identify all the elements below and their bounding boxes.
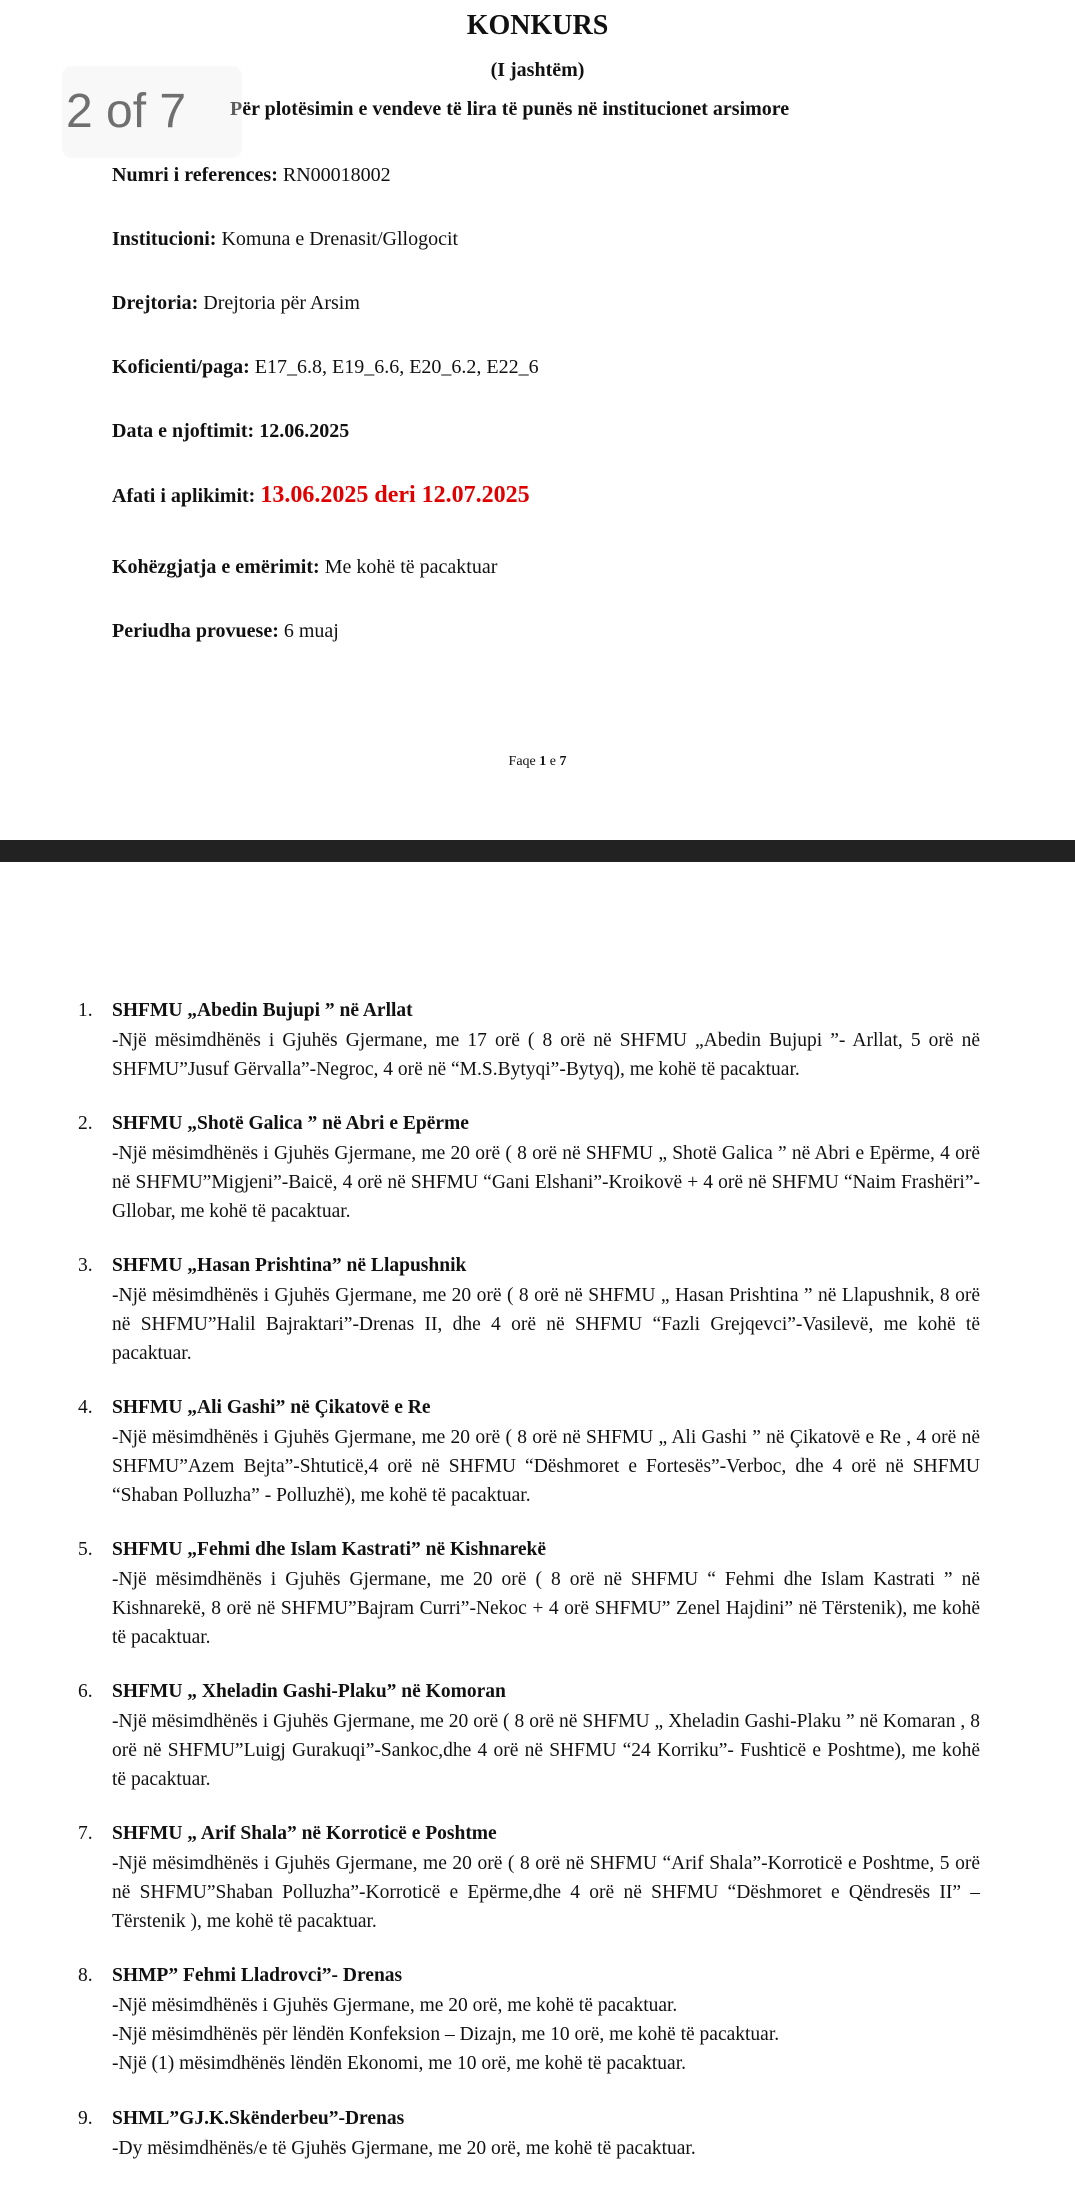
field-label: Data e njoftimit: — [112, 420, 255, 442]
field-label: Institucioni: — [112, 228, 217, 250]
list-item — [78, 1535, 980, 1652]
list-item — [78, 1393, 980, 1510]
item-line: -Një mësimdhënës i Gjuhës Gjermane, me 20 orë ( 8 orë në SHFMU “Arif Shala”-Korroticë e Poshtme, 5 orë në SHFMU”Shaban Polluzha”-Korroticë e Epërme,dhe 4 orë në SHFMU “Dëshmoret e Qëndresës II” – Tërstenik ), me kohë të pacaktuar. — [112, 1853, 980, 1932]
list-item — [78, 1961, 980, 2078]
field-label: Koficienti/paga: — [112, 356, 250, 378]
document-subtitle: (I jashtëm) — [490, 59, 585, 81]
item-line: -Një mësimdhënës i Gjuhës Gjermane, me 20 orë ( 8 orë në SHFMU „ Xheladin Gashi-Plaku ” në Komaran , 8 orë në SHFMU”Luigj Gurakuqi”-Sankoc,dhe 4 orë në SHFMU “24 Korriku”- Fushticë e Poshtme), me kohë të pacaktuar. — [112, 1711, 980, 1790]
list-item — [78, 1677, 980, 1794]
item-number: 6. — [78, 1681, 93, 1702]
item-number: 9. — [78, 2108, 93, 2129]
document-title: KONKURS — [466, 10, 609, 41]
document-purpose: Për plotësimin e vendeve të lira të punës në institucionet arsimore — [230, 98, 790, 120]
item-number: 8. — [78, 1965, 93, 1986]
item-number: 3. — [78, 1255, 93, 1276]
field-value: 12.06.2025 — [259, 420, 350, 442]
item-line: -Një mësimdhënës i Gjuhës Gjermane, me 20 orë ( 8 orë në SHFMU „ Ali Gashi ” në Çikatovë e Re , 4 orë në SHFMU”Azem Bejta”-Shtuticë,4 orë në SHFMU “Dëshmoret e Fortesës”-Verboc, dhe 4 orë në SHFMU “Shaban Polluzha” - Polluzhë), me kohë të pacaktuar. — [112, 1427, 980, 1506]
field-value: E17_6.8, E19_6.6, E20_6.2, E22_6 — [254, 356, 539, 378]
item-line: -Dy mësimdhënës/e të Gjuhës Gjermane, me 20 orë, me kohë të pacaktuar. — [112, 2138, 696, 2159]
item-line: -Një mësimdhënës i Gjuhës Gjermane, me 20 orë, me kohë të pacaktuar. — [112, 1995, 678, 2016]
item-line: -Një mësimdhënës i Gjuhës Gjermane, me 20 orë ( 8 orë në SHFMU „ Hasan Prishtina ” në Llapushnik, 8 orë në SHFMU”Halil Bajraktari”-Drenas II, dhe 4 orë në SHFMU “Fazli Grejqevci”-Vasilevë, me kohë të pacaktuar. — [112, 1285, 980, 1364]
field-coefficient-salary — [112, 356, 539, 379]
item-title: SHMP” Fehmi Lladrovci”- Drenas — [112, 1965, 403, 1986]
list-item — [78, 1251, 980, 1368]
item-line: -Një (1) mësimdhënës lëndën Ekonomi, me 10 orë, me kohë të pacaktuar. — [112, 2053, 686, 2074]
field-label: Kohëzgjatja e emërimit: — [112, 556, 320, 578]
list-item — [78, 1819, 980, 1936]
item-number: 1. — [78, 1000, 93, 1021]
field-institution — [112, 228, 458, 251]
item-number: 7. — [78, 1823, 93, 1844]
field-label: Drejtoria: — [112, 292, 199, 314]
item-title: SHFMU „Abedin Bujupi ” në Arllat — [112, 1000, 413, 1021]
item-title: SHFMU „ Arif Shala” në Korroticë e Poshtme — [112, 1823, 497, 1844]
list-item — [78, 996, 980, 1084]
item-line: -Një mësimdhënës i Gjuhës Gjermane, me 20 orë ( 8 orë në SHFMU “ Fehmi dhe Islam Kastrati ” në Kishnarekë, 8 orë në SHFMU”Bajram Curri”-Nekoc + 4 orë SHFMU” Zenel Hajdini” në Tërstenik), me kohë të pacaktuar. — [112, 1569, 980, 1648]
item-title: SHFMU „Ali Gashi” në Çikatovë e Re — [112, 1397, 431, 1418]
item-line: -Një mësimdhënës i Gjuhës Gjermane, me 17 orë ( 8 orë në SHFMU „Abedin Bujupi ”- Arllat, 5 orë në SHFMU”Jusuf Gërvalla”-Negroc, 4 orë në “M.S.Bytyqi”-Bytyq), me kohë të pacaktuar. — [112, 1030, 980, 1080]
field-value: Me kohë të pacaktuar — [324, 556, 498, 578]
field-reference-number — [112, 164, 391, 187]
item-title: SHFMU „Shotë Galica ” në Abri e Epërme — [112, 1113, 469, 1134]
field-value: Drejtoria për Arsim — [203, 292, 360, 314]
item-title: SHFMU „Hasan Prishtina” në Llapushnik — [112, 1255, 467, 1276]
document-page-2 — [0, 862, 1075, 2189]
field-label: Numri i references: — [112, 164, 278, 186]
page-indicator: 2 of 7 — [62, 66, 242, 158]
item-title: SHFMU „ Xheladin Gashi-Plaku” në Komoran — [112, 1681, 506, 1702]
item-number: 4. — [78, 1397, 93, 1418]
item-number: 5. — [78, 1539, 93, 1560]
item-line: -Një mësimdhënës i Gjuhës Gjermane, me 20 orë ( 8 orë në SHFMU „ Shotë Galica ” në Abri e Epërme, 4 orë në SHFMU”Migjeni”-Baicë, 4 orë në SHFMU “Gani Elshani”-Kroikovë + 4 orë në SHFMU “Naim Frashëri”- Gllobar, me kohë të pacaktuar. — [112, 1143, 980, 1222]
field-application-deadline — [112, 482, 530, 509]
field-value: Komuna e Drenasit/Gllogocit — [221, 228, 459, 250]
item-title: SHFMU „Fehmi dhe Islam Kastrati” në Kishnarekë — [112, 1539, 547, 1560]
field-directorate — [112, 292, 360, 315]
item-line: -Një mësimdhënës për lëndën Konfeksion – Dizajn, me 10 orë, me kohë të pacaktuar. — [112, 2024, 780, 2045]
item-title: SHML”GJ.K.Skënderbeu”-Drenas — [112, 2108, 405, 2129]
field-label: Afati i aplikimit: — [112, 485, 256, 507]
deadline-value: 13.06.2025 deri 12.07.2025 — [260, 482, 530, 508]
page-separator — [0, 840, 1075, 862]
page-number-footer: Faqe 1 e 7 — [508, 754, 567, 769]
item-number: 2. — [78, 1113, 93, 1134]
field-value: RN00018002 — [282, 164, 391, 186]
field-label: Periudha provuese: — [112, 620, 279, 642]
field-value: 6 muaj — [283, 620, 339, 642]
list-item — [78, 2104, 980, 2163]
field-appointment-duration — [112, 556, 497, 579]
list-item — [78, 1109, 980, 1226]
field-notice-date — [112, 420, 349, 443]
field-probation-period — [112, 620, 339, 643]
